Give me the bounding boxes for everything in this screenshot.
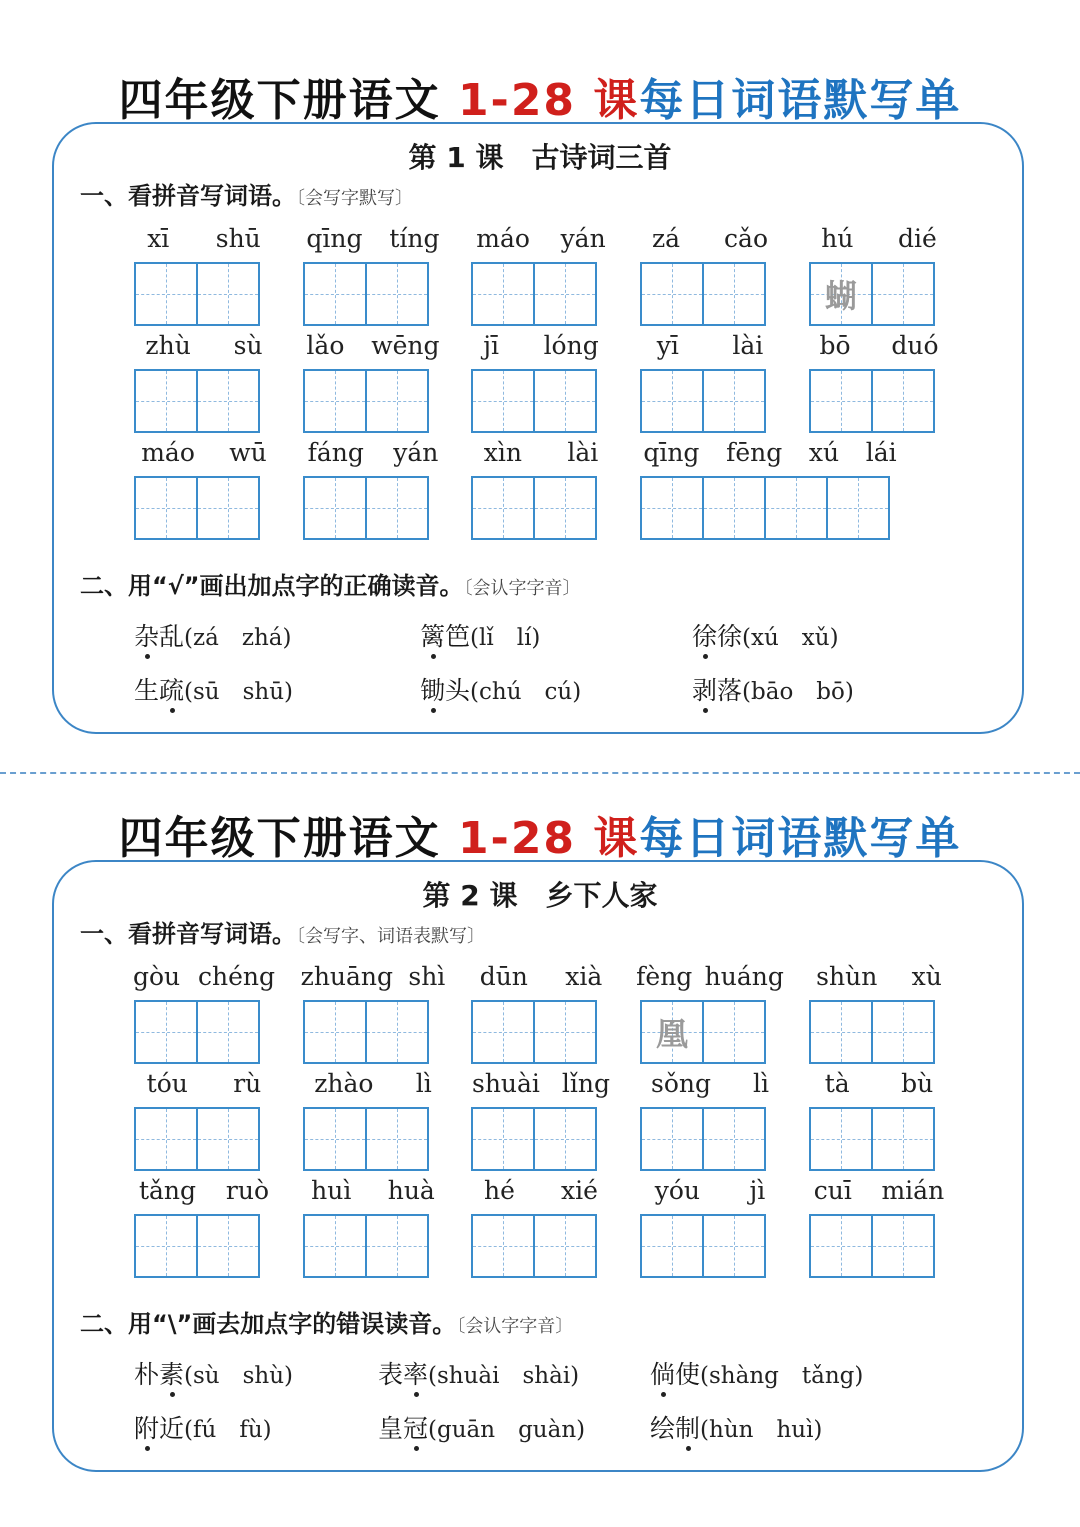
reading-item: [134, 1355, 293, 1391]
writing-cell[interactable]: [365, 369, 429, 433]
pinyin-options[interactable]: (guān guàn): [428, 1417, 586, 1443]
pinyin-syllable: cuī: [813, 1176, 852, 1205]
pinyin-syllable: máo: [141, 438, 195, 467]
pinyin-syllable: lài: [732, 331, 764, 360]
word-item: [640, 331, 764, 433]
writing-cell[interactable]: [196, 1000, 260, 1064]
writing-cell[interactable]: [809, 1000, 873, 1064]
dotted-character: 锄: [420, 671, 445, 707]
writing-grid: [809, 262, 933, 326]
pinyin-syllable: xù: [911, 962, 942, 991]
pinyin-label: [461, 331, 621, 360]
word-character: 近: [159, 1414, 185, 1443]
dotted-character: 附: [134, 1409, 159, 1445]
writing-cell[interactable]: [196, 262, 260, 326]
pinyin-syllable: fèng: [636, 962, 693, 991]
pinyin-syllable: lì: [753, 1069, 769, 1098]
writing-cell[interactable]: [471, 1107, 535, 1171]
pinyin-options[interactable]: (lǐ lí): [470, 625, 541, 651]
pinyin-label: [799, 962, 959, 991]
pinyin-syllable: tíng: [389, 224, 440, 253]
pinyin-syllable: zhào: [314, 1069, 374, 1098]
word-character: 表: [378, 1360, 404, 1389]
word-item: [809, 1176, 945, 1278]
pinyin-label: [461, 962, 621, 991]
word-item: [303, 224, 440, 326]
pinyin-options[interactable]: (fú fù): [184, 1417, 272, 1443]
word-character: 皇: [378, 1414, 404, 1443]
dotted-character: 倘: [650, 1355, 675, 1391]
section-1-note: 〔会写字、词语表默写〕: [296, 926, 485, 947]
writing-grid: [303, 476, 427, 540]
writing-grid: [134, 1214, 258, 1278]
writing-cell[interactable]: [471, 262, 535, 326]
pinyin-label: [630, 962, 790, 991]
writing-cell[interactable]: [196, 476, 260, 540]
writing-cell[interactable]: [702, 262, 766, 326]
writing-cell[interactable]: [702, 1000, 766, 1064]
writing-cell[interactable]: [640, 1214, 704, 1278]
pinyin-label: [630, 224, 790, 253]
pinyin-syllable: zá: [651, 224, 681, 253]
pinyin-syllable: zhuāng: [300, 962, 394, 991]
pinyin-label: [293, 438, 453, 467]
pinyin-syllable: xú: [808, 438, 840, 467]
word-item: [303, 331, 440, 433]
writing-cell[interactable]: [533, 476, 597, 540]
pinyin-label: [293, 1069, 453, 1098]
pinyin-syllable: xī: [147, 224, 170, 253]
pinyin-label: [799, 1176, 959, 1205]
writing-cell[interactable]: [533, 262, 597, 326]
pinyin-label: [630, 331, 790, 360]
pinyin-syllable: duó: [891, 331, 939, 360]
writing-cell[interactable]: [702, 1107, 766, 1171]
writing-grid: [471, 476, 595, 540]
writing-grid: [134, 262, 258, 326]
section-2-text: 二、用“√”画出加点字的正确读音。: [80, 572, 464, 600]
writing-cell[interactable]: [702, 1214, 766, 1278]
pinyin-syllable: shū: [215, 224, 261, 253]
word-item: [640, 224, 768, 326]
writing-grid: [303, 369, 427, 433]
writing-grid: [471, 262, 595, 326]
word-item: [471, 224, 606, 326]
word-character: 朴: [134, 1360, 160, 1389]
writing-grid: [809, 1214, 933, 1278]
reading-item: [134, 671, 293, 707]
writing-cell[interactable]: [134, 369, 198, 433]
writing-grid: [303, 262, 427, 326]
writing-cell[interactable]: [196, 369, 260, 433]
title-black-part: 四年级下册语文: [118, 813, 458, 864]
pinyin-options[interactable]: (shuài shài): [428, 1363, 580, 1389]
pinyin-syllable: xié: [561, 1176, 598, 1205]
word-character: 生: [134, 676, 160, 705]
word-character: 笆: [445, 622, 471, 651]
writing-cell[interactable]: [702, 369, 766, 433]
word-item: [809, 331, 939, 433]
lesson-title: 第 1 课 古诗词三首: [408, 141, 672, 174]
pinyin-label: [293, 224, 453, 253]
pinyin-syllable: yī: [656, 331, 679, 360]
dotted-character: 率: [403, 1355, 428, 1391]
pinyin-label: [124, 331, 284, 360]
dotted-character: 素: [159, 1355, 184, 1391]
pinyin-syllable: shùn: [816, 962, 878, 991]
reading-item: [134, 1409, 272, 1445]
word-item: [134, 1069, 262, 1171]
pinyin-syllable: fēng: [726, 438, 783, 467]
writing-cell[interactable]: [533, 369, 597, 433]
reading-item: [692, 671, 854, 707]
section-1-text: 一、看拼音写词语。: [80, 920, 296, 948]
writing-cell[interactable]: [134, 476, 198, 540]
pinyin-label: [293, 331, 453, 360]
lesson-title: 第 2 课 乡下人家: [422, 879, 658, 912]
writing-cell[interactable]: [640, 1107, 704, 1171]
pinyin-syllable: wēng: [371, 331, 440, 360]
pinyin-syllable: huáng: [704, 962, 784, 991]
writing-cell[interactable]: [533, 1000, 597, 1064]
title-blue-part: 每日词语默写单: [639, 75, 962, 126]
dotted-character: 杂: [134, 617, 159, 653]
pinyin-label: [293, 1176, 453, 1205]
writing-cell[interactable]: [303, 476, 367, 540]
section-2-note: 〔会认字字音〕: [456, 1316, 574, 1337]
word-item: [134, 438, 267, 540]
sheet-2: [0, 738, 1080, 1508]
pinyin-syllable: sù: [233, 331, 263, 360]
writing-cell[interactable]: [809, 262, 873, 326]
title-red-part: 1-28 课: [457, 813, 640, 864]
writing-grid: [471, 1107, 595, 1171]
writing-grid: [640, 1107, 764, 1171]
pinyin-options[interactable]: (sù shù): [184, 1363, 294, 1389]
writing-cell[interactable]: [134, 1107, 198, 1171]
pinyin-syllable: yán: [393, 438, 439, 467]
writing-grid: [809, 1107, 933, 1171]
writing-grid: [303, 1107, 427, 1171]
pinyin-syllable: huà: [387, 1176, 435, 1205]
writing-grid: [134, 369, 258, 433]
word-item: [809, 1069, 934, 1171]
pinyin-syllable: jì: [749, 1176, 766, 1205]
pinyin-label: [124, 1069, 284, 1098]
writing-grid: [134, 1107, 258, 1171]
writing-grid: [809, 1000, 933, 1064]
writing-cell[interactable]: [365, 1214, 429, 1278]
pinyin-options[interactable]: (shàng tǎng): [700, 1363, 864, 1389]
writing-grid: [134, 1000, 258, 1064]
pinyin-options[interactable]: (bāo bō): [742, 679, 854, 705]
writing-grid: [640, 262, 764, 326]
hint-character: 凰: [655, 1015, 688, 1053]
dotted-character: 剥: [692, 671, 717, 707]
writing-cell[interactable]: [640, 1000, 704, 1064]
word-item: [303, 438, 439, 540]
pinyin-syllable: zhù: [145, 331, 191, 360]
word-character: 绘: [650, 1414, 676, 1443]
writing-cell[interactable]: [871, 1000, 935, 1064]
title-red-part: 1-28 课: [457, 75, 640, 126]
reading-item: [378, 1355, 579, 1391]
section-2-text: 二、用“\”画去加点字的错误读音。: [80, 1310, 457, 1338]
word-item: [636, 962, 784, 1064]
word-item: [303, 1069, 432, 1171]
word-item: [809, 962, 942, 1064]
pinyin-syllable: mián: [881, 1176, 945, 1205]
section-1-heading: [80, 176, 413, 211]
section-2-heading: [80, 566, 581, 601]
writing-cell[interactable]: [134, 1214, 198, 1278]
dotted-character: 徐: [692, 617, 717, 653]
writing-grid: [640, 1214, 764, 1278]
writing-cell[interactable]: [196, 1214, 260, 1278]
pinyin-label: [124, 1176, 284, 1205]
writing-cell[interactable]: [764, 476, 828, 540]
reading-item: [378, 1409, 585, 1445]
writing-cell[interactable]: [471, 1214, 535, 1278]
reading-item: [650, 1409, 822, 1445]
writing-cell[interactable]: [702, 476, 766, 540]
pinyin-syllable: dūn: [479, 962, 528, 991]
word-item: [471, 1069, 610, 1171]
pinyin-label: [461, 224, 621, 253]
word-item: [640, 1069, 769, 1171]
reading-item: [692, 617, 839, 653]
pinyin-syllable: qīng: [643, 438, 700, 467]
writing-grid: [303, 1214, 427, 1278]
writing-grid: [640, 476, 888, 540]
writing-cell[interactable]: [640, 262, 704, 326]
dotted-character: 冠: [403, 1409, 428, 1445]
pinyin-syllable: fáng: [307, 438, 364, 467]
writing-cell[interactable]: [640, 369, 704, 433]
word-item: [471, 438, 599, 540]
pinyin-syllable: dié: [897, 224, 937, 253]
pinyin-syllable: xià: [565, 962, 603, 991]
pinyin-label: [124, 962, 284, 991]
pinyin-syllable: hé: [484, 1176, 515, 1205]
writing-grid: [471, 369, 595, 433]
writing-cell[interactable]: [809, 1107, 873, 1171]
section-1-heading: [80, 914, 485, 949]
pinyin-syllable: huì: [311, 1176, 352, 1205]
pinyin-label: [799, 1069, 959, 1098]
writing-cell[interactable]: [365, 476, 429, 540]
dotted-character: 制: [675, 1409, 700, 1445]
writing-cell[interactable]: [471, 1000, 535, 1064]
word-character: 落: [717, 676, 743, 705]
pinyin-label: [293, 962, 453, 991]
writing-cell[interactable]: [365, 1107, 429, 1171]
word-item: [471, 331, 599, 433]
writing-cell[interactable]: [196, 1107, 260, 1171]
writing-cell[interactable]: [365, 262, 429, 326]
pinyin-syllable: rù: [233, 1069, 262, 1098]
title-black-part: 四年级下册语文: [118, 75, 458, 126]
word-character: 头: [445, 676, 471, 705]
pinyin-syllable: yán: [560, 224, 606, 253]
pinyin-syllable: bù: [901, 1069, 934, 1098]
writing-cell[interactable]: [471, 369, 535, 433]
pinyin-syllable: jī: [483, 331, 500, 360]
pinyin-label: [799, 331, 959, 360]
pinyin-syllable: yóu: [654, 1176, 701, 1205]
word-character: 徐: [717, 622, 743, 651]
pinyin-syllable: shuài: [471, 1069, 540, 1098]
pinyin-syllable: tǎng: [138, 1176, 197, 1205]
pinyin-options[interactable]: (zá zhá): [184, 625, 292, 651]
pinyin-syllable: lài: [567, 438, 599, 467]
pinyin-syllable: bō: [819, 331, 851, 360]
pinyin-syllable: lì: [415, 1069, 432, 1098]
pinyin-syllable: wū: [229, 438, 267, 467]
writing-grid: [640, 1000, 764, 1064]
pinyin-label: [124, 224, 284, 253]
pinyin-label: [630, 1069, 790, 1098]
reading-item: [134, 617, 291, 653]
pinyin-syllable: tóu: [146, 1069, 188, 1098]
pinyin-options[interactable]: (xú xǔ): [742, 625, 839, 651]
pinyin-label: [630, 1176, 790, 1205]
section-1-note: 〔会写字默写〕: [296, 188, 413, 209]
pinyin-syllable: sǒng: [651, 1069, 711, 1098]
word-item: [134, 331, 263, 433]
writing-cell[interactable]: [826, 476, 890, 540]
writing-cell[interactable]: [134, 1000, 198, 1064]
dotted-character: 疏: [159, 671, 184, 707]
writing-cell[interactable]: [471, 476, 535, 540]
writing-cell[interactable]: [871, 262, 935, 326]
pinyin-syllable: qīng: [306, 224, 363, 253]
writing-cell[interactable]: [533, 1214, 597, 1278]
pinyin-syllable: lǐng: [561, 1069, 610, 1098]
word-item: [471, 962, 603, 1064]
section-2-heading: [80, 1304, 573, 1339]
writing-cell[interactable]: [303, 369, 367, 433]
word-item: [303, 1176, 435, 1278]
writing-cell[interactable]: [640, 476, 704, 540]
pinyin-syllable: xìn: [483, 438, 522, 467]
pinyin-syllable: chéng: [198, 962, 276, 991]
word-item: [300, 962, 446, 1064]
writing-cell[interactable]: [533, 1107, 597, 1171]
reading-item: [420, 671, 581, 707]
writing-cell[interactable]: [871, 1214, 935, 1278]
pinyin-options[interactable]: (sū shū): [184, 679, 294, 705]
pinyin-syllable: lái: [865, 438, 897, 467]
section-1-text: 一、看拼音写词语。: [80, 182, 296, 210]
writing-cell[interactable]: [871, 1107, 935, 1171]
pinyin-label: [799, 224, 959, 253]
section-2-note: 〔会认字字音〕: [463, 578, 581, 599]
pinyin-syllable: máo: [476, 224, 530, 253]
title-blue-part: 每日词语默写单: [639, 813, 962, 864]
word-item: [134, 1176, 270, 1278]
writing-grid: [134, 476, 258, 540]
dotted-character: 篱: [420, 617, 445, 653]
pinyin-syllable: shì: [408, 962, 446, 991]
word-character: 乱: [159, 622, 185, 651]
pinyin-label: [124, 438, 284, 467]
word-item: [809, 224, 937, 326]
word-item: [132, 962, 276, 1064]
reading-item: [650, 1355, 863, 1391]
hint-character: 蝴: [824, 277, 857, 315]
pinyin-syllable: ruò: [225, 1176, 270, 1205]
pinyin-syllable: tà: [824, 1069, 850, 1098]
reading-item: [420, 617, 540, 653]
word-item: [134, 224, 261, 326]
pinyin-label: [461, 1176, 621, 1205]
writing-grid: [471, 1000, 595, 1064]
main-title: [0, 802, 1080, 866]
writing-grid: [471, 1214, 595, 1278]
pinyin-options[interactable]: (chú cú): [470, 679, 582, 705]
writing-cell[interactable]: [303, 1000, 367, 1064]
writing-cell[interactable]: [809, 369, 873, 433]
writing-cell[interactable]: [303, 1214, 367, 1278]
writing-grid: [809, 369, 933, 433]
writing-cell[interactable]: [871, 369, 935, 433]
pinyin-syllable: hú: [821, 224, 854, 253]
pinyin-options[interactable]: (hùn huì): [700, 1417, 823, 1443]
pinyin-syllable: lóng: [543, 331, 599, 360]
word-item: [471, 1176, 598, 1278]
writing-cell[interactable]: [365, 1000, 429, 1064]
pinyin-label: [461, 1069, 621, 1098]
writing-cell[interactable]: [303, 1107, 367, 1171]
writing-cell[interactable]: [134, 262, 198, 326]
word-item: [640, 438, 897, 540]
writing-grid: [303, 1000, 427, 1064]
pinyin-label: [461, 438, 621, 467]
word-character: 使: [675, 1360, 701, 1389]
pinyin-label: [630, 438, 910, 467]
word-item: [640, 1176, 766, 1278]
main-title: [0, 64, 1080, 128]
pinyin-syllable: cǎo: [724, 224, 768, 253]
pinyin-syllable: lǎo: [306, 331, 345, 360]
writing-grid: [640, 369, 764, 433]
writing-cell[interactable]: [809, 1214, 873, 1278]
writing-cell[interactable]: [303, 262, 367, 326]
pinyin-syllable: gòu: [132, 962, 181, 991]
